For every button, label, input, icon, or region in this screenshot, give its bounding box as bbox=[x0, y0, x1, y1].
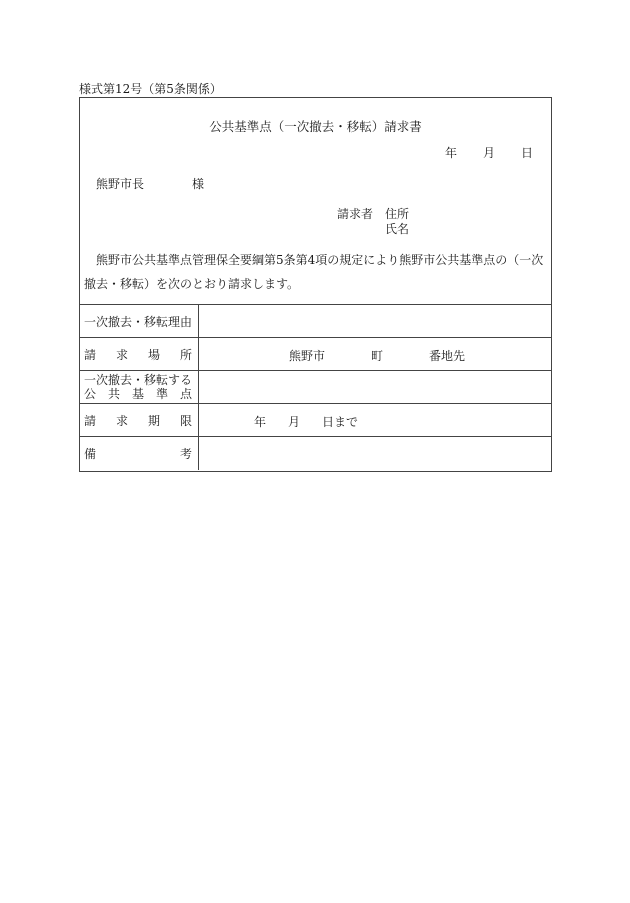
date-year: 年 bbox=[444, 146, 457, 160]
deadline-label-char: 求 bbox=[115, 413, 128, 428]
reason-label: 一次撤去・移転理由 bbox=[80, 305, 199, 337]
date-line bbox=[445, 144, 533, 161]
place-town: 町 bbox=[371, 349, 384, 363]
points-label-char: 共 bbox=[107, 387, 120, 401]
points-label-char: 公 bbox=[84, 387, 97, 401]
deadline-day-until: 日まで bbox=[322, 415, 359, 429]
addressee-name: 熊野市長 bbox=[96, 177, 145, 191]
place-lot: 番地先 bbox=[429, 349, 466, 363]
points-label-char: 準 bbox=[155, 387, 168, 401]
place-city: 熊野市 bbox=[289, 349, 326, 363]
deadline-year: 年 bbox=[254, 415, 267, 429]
remarks-label-char: 備 bbox=[84, 447, 97, 461]
points-label-line1: 一次撤去・移転する bbox=[84, 373, 193, 387]
date-day: 日 bbox=[520, 146, 533, 160]
reason-field[interactable] bbox=[199, 305, 551, 337]
addressee-honorific: 様 bbox=[192, 177, 205, 191]
place-label-char: 場 bbox=[147, 347, 160, 362]
deadline-label bbox=[80, 404, 199, 436]
place-label bbox=[80, 338, 199, 370]
form-title: 公共基準点（一次撤去・移転）請求書 bbox=[209, 119, 422, 134]
remarks-label bbox=[80, 437, 199, 470]
points-label-line2 bbox=[84, 387, 198, 401]
deadline-label-char: 期 bbox=[147, 413, 160, 428]
table-row-remarks bbox=[80, 437, 551, 470]
requester-name-label: 氏名 bbox=[385, 222, 410, 236]
deadline-field[interactable] bbox=[199, 404, 551, 436]
form-frame bbox=[79, 97, 552, 472]
deadline-label-char: 限 bbox=[179, 413, 192, 428]
requester-address-label: 住所 bbox=[385, 207, 410, 221]
remarks-label-char: 考 bbox=[179, 447, 192, 461]
place-field[interactable] bbox=[199, 338, 551, 370]
table-row-place bbox=[80, 338, 551, 371]
addressee bbox=[96, 175, 204, 192]
table-row-deadline bbox=[80, 404, 551, 437]
date-month: 月 bbox=[482, 146, 495, 160]
points-field[interactable] bbox=[199, 371, 551, 403]
points-label-char: 点 bbox=[179, 387, 192, 401]
table-row-points bbox=[80, 371, 551, 404]
points-label-char: 基 bbox=[131, 387, 144, 401]
place-label-char: 所 bbox=[179, 347, 192, 362]
request-body-text: 熊野市公共基準点管理保全要綱第5条第4項の規定により熊野市公共基準点の（一次撤去・移転）を次のとおり請求します。 bbox=[84, 253, 544, 291]
place-label-char: 請 bbox=[84, 347, 97, 362]
table-row-reason bbox=[80, 305, 551, 338]
deadline-label-char: 請 bbox=[84, 413, 97, 428]
place-label-char: 求 bbox=[115, 347, 128, 362]
remarks-field[interactable] bbox=[199, 437, 551, 470]
form-number: 様式第12号（第5条関係） bbox=[79, 82, 222, 96]
request-table bbox=[80, 304, 551, 470]
points-label bbox=[80, 371, 199, 403]
requester-label: 請求者 bbox=[337, 207, 374, 221]
deadline-month: 月 bbox=[288, 415, 301, 429]
